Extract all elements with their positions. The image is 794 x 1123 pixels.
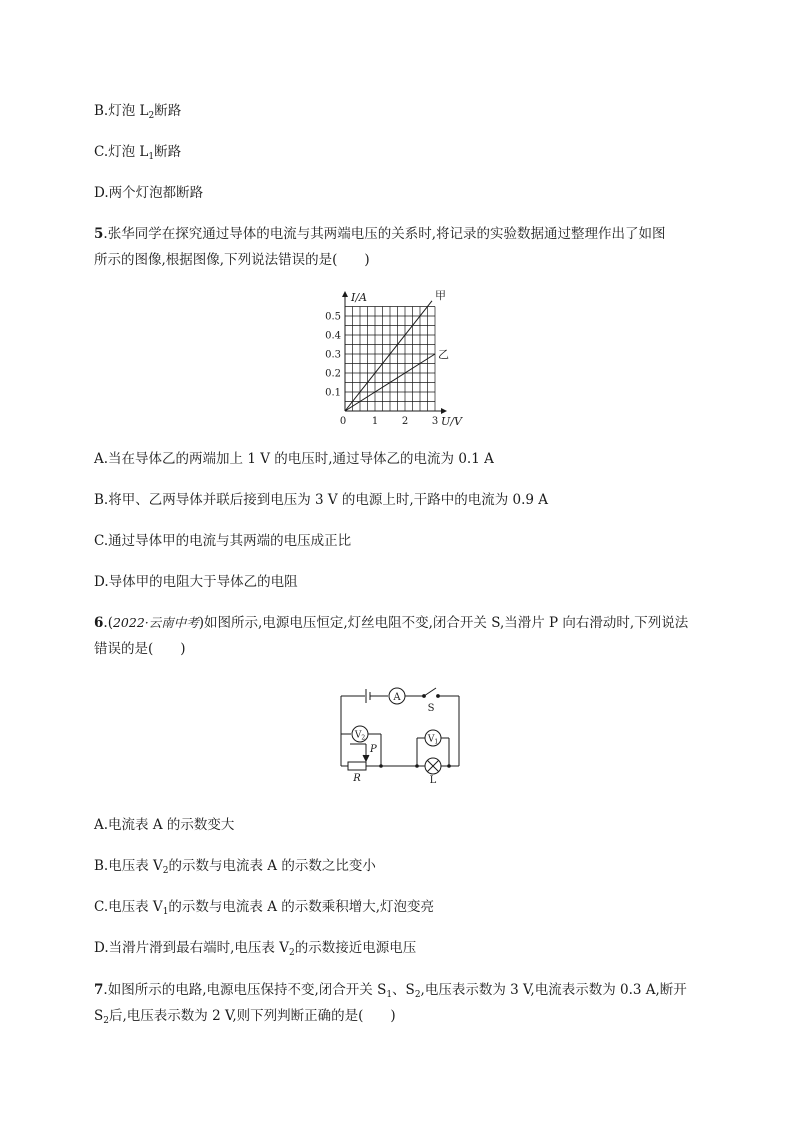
q6-option-b: B.电压表 $V_2$的示数与电流表 A 的示数之比变小 xyxy=(94,858,376,876)
voltmeter-v1-label: $V_1$ xyxy=(427,734,439,746)
q7-stem-line1: 7.如图所示的电路,电源电压保持不变,闭合开关 $S_1$、$S_2$,电压表示数为 3 V,电流表示数为 0.3 A,断开 xyxy=(94,982,687,1000)
ammeter-a-label: A xyxy=(393,692,401,703)
y-tick-label: 0.2 xyxy=(325,368,341,380)
switch-s-label: S xyxy=(427,703,435,714)
x-tick-label: 1 xyxy=(371,416,379,427)
option-b-prev: B.灯泡 $L_2$断路 xyxy=(94,103,182,121)
series-label-jia: 甲 xyxy=(435,288,446,302)
q7-number: 7 xyxy=(94,982,104,998)
q6-number: 6 xyxy=(94,615,104,631)
q5-option-a: A.当在导体乙的两端加上 1 V 的电压时,通过导体乙的电流为 0.1 A xyxy=(94,451,494,467)
q5-stem-line2: 所示的图像,根据图像,下列说法错误的是( ) xyxy=(94,252,370,268)
y-tick-label: 0.1 xyxy=(325,387,341,399)
q5-number: 5 xyxy=(94,226,104,242)
rheostat-r-label: R xyxy=(353,773,361,784)
q6-option-d: D.当滑片滑到最右端时,电压表 $V_2$的示数接近电源电压 xyxy=(94,940,417,958)
q7-stem-line2: $S_2$后,电压表示数为 2 V,则下列判断正确的是( ) xyxy=(94,1008,396,1026)
q6-source: 2022·云南中考 xyxy=(112,615,199,630)
option-d-prev: D.两个灯泡都断路 xyxy=(94,185,204,201)
switch-s-lever xyxy=(424,688,436,696)
y-tick-label: 0.3 xyxy=(325,349,341,361)
x-tick-label: 2 xyxy=(401,416,409,427)
slider-p-label: P xyxy=(370,744,377,755)
series-label-yi: 乙 xyxy=(438,348,449,361)
chart-grid xyxy=(345,307,435,412)
iu-chart xyxy=(318,286,468,432)
series-line-jia xyxy=(345,301,432,411)
y-axis-label: I/A xyxy=(351,291,367,304)
q5-option-b: B.将甲、乙两导体并联后接到电压为 3 V 的电源上时,干路中的电流为 0.9 A xyxy=(94,492,549,508)
q6-option-c: C.电压表 $V_1$的示数与电流表 A 的示数乘积增大,灯泡变亮 xyxy=(94,899,435,917)
q5-option-d: D.导体甲的电阻大于导体乙的电阻 xyxy=(94,574,298,590)
x-tick-label: 3 xyxy=(431,416,439,427)
rheostat-r-symbol xyxy=(348,762,366,770)
x-axis-label: U/V xyxy=(441,415,462,428)
x-tick-label: 0 xyxy=(339,416,347,427)
y-tick-label: 0.5 xyxy=(325,311,341,323)
y-tick-label: 0.4 xyxy=(325,330,341,342)
q6-stem-line1: 6.(2022·云南中考)如图所示,电源电压恒定,灯丝电阻不变,闭合开关 S,当滑片 P 向右滑动时,下列说法 xyxy=(94,615,689,631)
q6-stem-line2: 错误的是( ) xyxy=(94,641,186,657)
option-c-prev: C.灯泡 $L_1$断路 xyxy=(94,144,182,162)
q5-stem-line1: 5.张华同学在探究通过导体的电流与其两端电压的关系时,将记录的实验数据通过整理作出了如图 xyxy=(94,226,666,242)
q5-option-c: C.通过导体甲的电流与其两端的电压成正比 xyxy=(94,533,352,549)
voltmeter-v2-label: $V_2$ xyxy=(354,730,366,742)
lamp-l-label: L xyxy=(429,775,437,784)
q6-option-a: A.电流表 A 的示数变大 xyxy=(94,817,235,833)
circuit-diagram xyxy=(336,684,466,784)
